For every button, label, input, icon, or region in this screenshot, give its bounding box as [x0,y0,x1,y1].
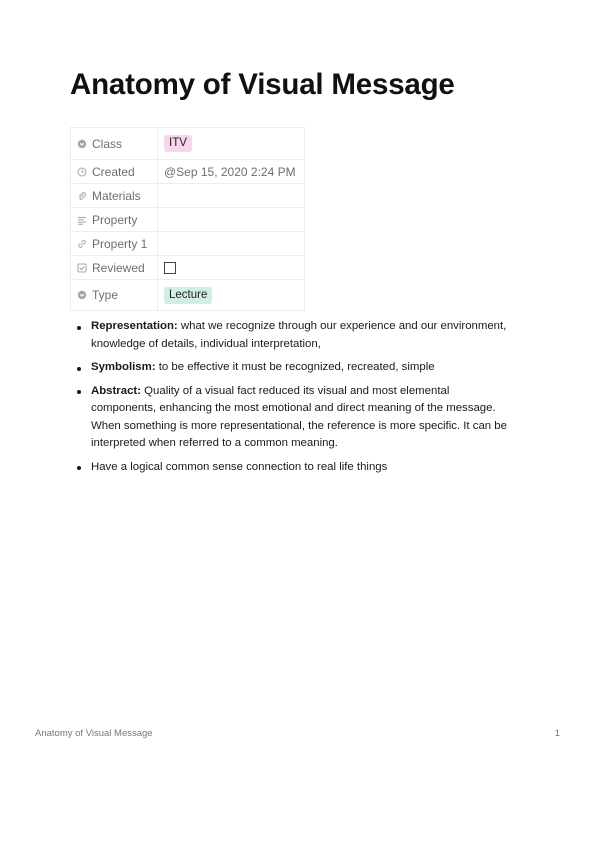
bullet-dot [77,466,81,470]
property-value-cell [158,256,305,280]
property-value-cell[interactable] [158,128,305,160]
property-value-cell[interactable] [158,184,305,208]
list-item-text: what we recognize through our experience and our environment, knowledge of details, individual interpretation, [91,320,507,350]
paperclip-icon [77,191,87,201]
property-value-cell[interactable] [158,160,305,184]
property-key-cell [71,208,158,232]
property-key-cell [71,160,158,184]
type-tag: Lecture [164,287,212,304]
link-icon [77,239,87,249]
property-row-created [71,160,305,184]
property-row-reviewed [71,256,305,280]
property-value-cell[interactable] [158,232,305,256]
list-item-term: Abstract: [91,384,142,397]
footer-title: Anatomy of Visual Message [35,728,153,739]
property-key-cell [71,184,158,208]
select-icon [77,290,87,300]
bullet-dot [77,326,81,330]
property-value-cell[interactable] [158,208,305,232]
bullet-dot [77,390,81,394]
property-key-cell [71,232,158,256]
list-item [77,459,507,477]
property-row-property-1 [71,232,305,256]
list-item-text: Quality of a visual fact reduced its visual and most elemental components, enhancing the most emotional and direct meaning of the message. When something is more representational, the reference is more specific. It can be interpreted when referred to a common meaning. [91,384,507,449]
notes-list [77,318,507,482]
property-row-materials [71,184,305,208]
property-row-property [71,208,305,232]
property-key-cell [71,280,158,311]
clock-icon [77,167,87,177]
text-lines-icon [77,215,87,225]
page-title: Anatomy of Visual Message [70,68,455,101]
list-item [77,359,507,377]
reviewed-checkbox[interactable] [164,262,176,274]
list-item [77,318,507,353]
property-key-cell [71,128,158,160]
bullet-dot [77,367,81,371]
property-key: Materials [92,188,141,203]
list-item-term: Symbolism: [91,361,156,373]
property-row-type [71,280,305,311]
created-date: @Sep 15, 2020 2:24 PM [164,164,296,179]
property-key: Type [92,288,119,302]
select-icon [77,139,87,149]
properties-table [70,127,305,311]
page-number: 1 [554,728,560,739]
list-item-term: Representation: [91,320,178,332]
property-key: Property 1 [92,236,148,251]
property-key: Reviewed [92,260,145,275]
list-item [77,383,507,453]
property-row-class [71,128,305,160]
class-tag: ITV [164,135,192,152]
list-item-text: to be effective it must be recognized, recreated, simple [155,361,435,373]
property-key: Class [92,136,123,151]
checkbox-icon [77,263,87,273]
property-key: Property [92,212,138,227]
property-value-cell[interactable] [158,280,305,311]
list-item-text: Have a logical common sense connection to real life things [91,460,388,473]
property-key-cell [71,256,158,280]
property-key: Created [92,164,135,179]
